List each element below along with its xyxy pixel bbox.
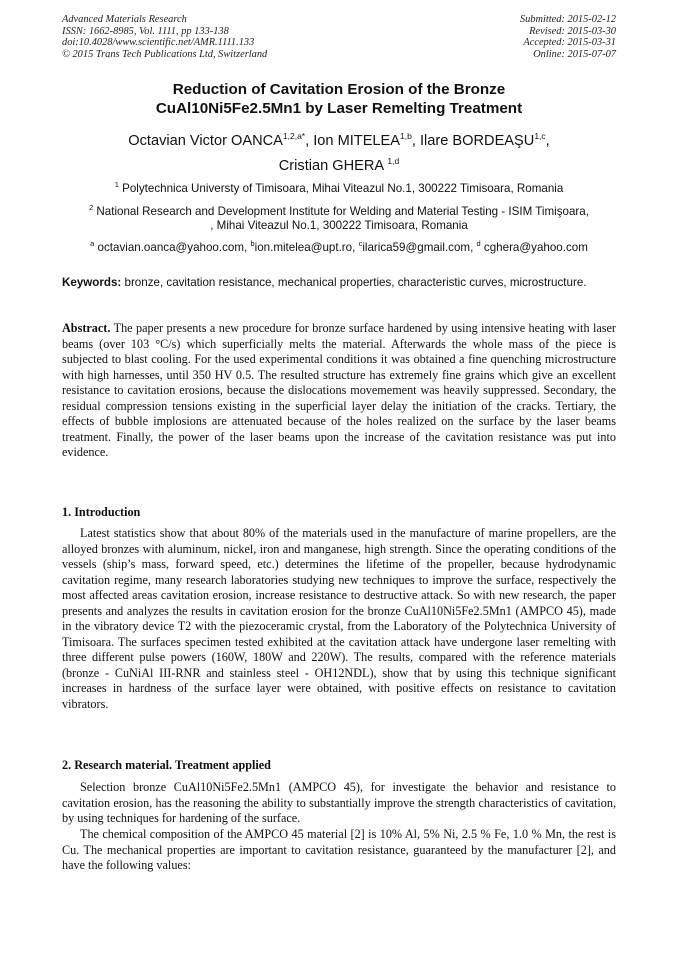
affiliation-2-line-2: , Mihai Viteazul No.1, 300222 Timisoara, Romania xyxy=(210,219,468,232)
introduction-paragraph: Latest statistics show that about 80% of the materials used in the manufacture of marine propellers, are the alloyed bronzes with aluminum, nickel, iron and manganese, high strength. Since the operating conditions of the vessels (ship’s mass, forward speed, etc.) determines the lifetime of the propeller, because hydrodynamic cavitation regime, many research laboratories studying new techniques to improve the surface, respectively the most affected areas cavitation erosion, increase resistance to destructive attack. So with new research, the paper presents and analyzes the results in cavitation erosion for the bronze CuAl10Ni5Fe2.5Mn1 (AMPCO 45), made in the vibratory device T2 with the piezoceramic crystal, from the Laboratory of the Polytechnica University of Timisoara. The surfaces specimen tested exhibited at the cavitation attack have undergone laser remelting with three different pulse powers (160W, 180W and 220W). The results, compared with the reference materials (bronze - CuNiAl III-RNR and stainless steel - OH12NDL), show that by using this technique significant increases in hardness of the surface layer were obtained, with positive effects on resistance to cavitation vibrators. xyxy=(62,526,616,712)
author-mitelea: Ion MITELEA xyxy=(313,133,401,149)
keywords-label: Keywords: xyxy=(62,276,122,289)
section-heading-research-material: 2. Research material. Treatment applied xyxy=(62,758,271,772)
email-b-sup: b xyxy=(250,239,255,248)
email-line xyxy=(62,241,616,255)
author-list xyxy=(62,129,616,179)
affiliation-2-sup: 2 xyxy=(89,203,94,212)
affiliation-2-line-1: National Research and Development Institute for Welding and Material Testing - ISIM Timişoara, xyxy=(93,205,589,218)
journal-name: Advanced Materials Research xyxy=(62,14,187,25)
author-ghera-sup: 1,d xyxy=(387,156,400,166)
email-bordeasu[interactable]: ilarica59@gmail.com, xyxy=(362,241,477,254)
date-submitted: Submitted: 2015-02-12 xyxy=(519,14,616,25)
title-line-1: Reduction of Cavitation Erosion of the Bronze xyxy=(172,81,506,98)
email-ghera[interactable]: cghera@yahoo.com xyxy=(480,241,588,254)
email-mitelea[interactable]: ion.mitelea@upt.ro, xyxy=(254,241,359,254)
author-ghera: Cristian GHERA xyxy=(278,158,388,174)
affiliation-1-sup: 1 xyxy=(114,180,119,189)
affiliation-1-text: Polytechnica Universty of Timisoara, Mihai Viteazul No.1, 300222 Timisoara, Romania xyxy=(118,182,564,195)
author-line-1 xyxy=(62,129,616,154)
email-oanca[interactable]: octavian.oanca@yahoo.com, xyxy=(94,241,251,254)
author-separator: , xyxy=(305,133,314,149)
date-revised: Revised: 2015-03-30 xyxy=(529,25,616,37)
journal-doi[interactable]: doi:10.4028/www.scientific.net/AMR.1111.133 xyxy=(62,37,255,49)
journal-issn: ISSN: 1662-8985, Vol. 1111, pp 133-138 xyxy=(62,25,229,37)
abstract-text: The paper presents a new procedure for bronze surface hardened by using intensive heating with laser beams (over 103 °C/s) which superficially melts the material. Afterwards the whole mass of the piece is subjected to blast cooling. For the used experimental conditions it was obtained a fine quenching microstructure with high harnesses, until 350 HV 0.5. The resulted structure has extremely fine grains which give an excellent resistance to cavitation erosions, because the dislocations movemement was heavily suppressed. Secondary, the residual compression tensions existing in the superficial layer delay the initiation of the cracks. Tertiary, the effects of bubble implosions are attenuated because of the holes realized on the surface by the laser beams treatment. Finally, the power of the laser beams upon the increase of the cavitation resistance was put into evidence. xyxy=(62,321,616,460)
affiliation-1 xyxy=(62,182,616,196)
date-online: Online: 2015-07-07 xyxy=(533,48,616,60)
author-separator: , xyxy=(411,133,420,149)
journal-header xyxy=(62,14,267,60)
research-paragraph-1: Selection bronze CuAl10Ni5Fe2.5Mn1 (AMPCO 45), for investigate the behavior and resistance to cavitation erosion, has the reasoning the ability to substantially improve the strength characteristics of cavitation, by using techniques for hardening of the surface. xyxy=(62,780,616,826)
email-d-sup: d xyxy=(476,239,481,248)
email-a-sup: a xyxy=(90,239,95,248)
author-oanca: Octavian Victor OANCA xyxy=(128,133,283,149)
email-c-sup: c xyxy=(358,239,363,248)
author-mitelea-sup: 1,b xyxy=(400,131,412,141)
author-separator: , xyxy=(545,133,550,149)
paper-title xyxy=(62,81,616,118)
dates-header xyxy=(520,14,616,60)
abstract-label: Abstract. xyxy=(62,321,111,335)
title-line-2: CuAl10Ni5Fe2.5Mn1 by Laser Remelting Treatment xyxy=(155,99,523,117)
journal-copyright: © 2015 Trans Tech Publications Ltd, Switzerland xyxy=(62,48,268,60)
date-accepted: Accepted: 2015-03-31 xyxy=(523,37,616,49)
author-oanca-sup: 1,2,a* xyxy=(282,131,306,141)
abstract xyxy=(62,321,616,461)
research-paragraph-2: The chemical composition of the AMPCO 45 material [2] is 10% Al, 5% Ni, 2.5 % Fe, 1.0 % Mn, the rest is Cu. The mechanical properties are important to cavitation resistance, guaranteed by the manufacturer [2], and have the following values: xyxy=(62,827,616,873)
keywords-text: bronze, cavitation resistance, mechanical properties, characteristic curves, microstructure. xyxy=(121,276,587,289)
author-bordeasu: Ilare BORDEAŞU xyxy=(419,133,535,149)
author-bordeasu-sup: 1,c xyxy=(534,131,546,141)
section-heading-introduction: 1. Introduction xyxy=(62,505,141,519)
keywords xyxy=(62,276,616,290)
affiliation-2 xyxy=(62,205,616,233)
author-line-2 xyxy=(62,154,616,179)
